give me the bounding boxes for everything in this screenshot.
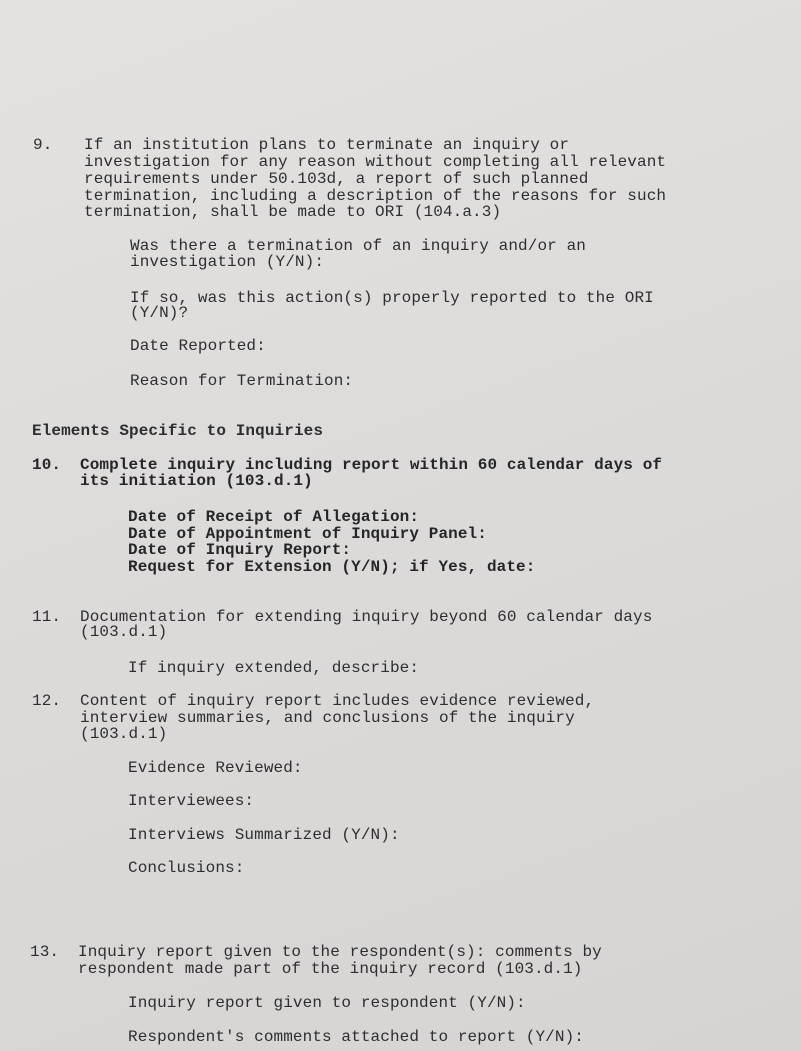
item-11-text-line: (103.d.1) bbox=[80, 623, 168, 641]
item-9-number: 9. bbox=[33, 136, 53, 154]
receipt-date-label: Date of Receipt of Allegation: bbox=[128, 508, 420, 526]
evidence-reviewed-label: Evidence Reviewed: bbox=[128, 759, 303, 777]
comments-attached-label: Respondent's comments attached to report (Y/N): bbox=[128, 1028, 584, 1046]
item-13-number: 13. bbox=[30, 943, 60, 961]
item-9-text-line: termination, shall be made to ORI (104.a.3) bbox=[84, 203, 502, 221]
termination-question: investigation (Y/N): bbox=[130, 253, 325, 271]
extension-description-label: If inquiry extended, describe: bbox=[128, 659, 420, 677]
termination-question: Was there a termination of an inquiry and/or an bbox=[130, 237, 586, 255]
termination-reason-label: Reason for Termination: bbox=[130, 372, 354, 390]
reported-to-ori-question: If so, was this action(s) properly reported to the ORI bbox=[130, 289, 654, 307]
item-11-number: 11. bbox=[32, 608, 62, 626]
report-date-label: Date of Inquiry Report: bbox=[128, 541, 352, 559]
item-9-text-line: requirements under 50.103d, a report of such planned bbox=[84, 170, 589, 188]
item-12-text-line: (103.d.1) bbox=[80, 725, 168, 743]
item-9-text-line: termination, including a description of the reasons for such bbox=[84, 187, 667, 205]
interviews-summarized-label: Interviews Summarized (Y/N): bbox=[128, 826, 400, 844]
appointment-date-label: Date of Appointment of Inquiry Panel: bbox=[128, 525, 487, 543]
item-10-text-line: its initiation (103.d.1) bbox=[80, 472, 313, 490]
item-13-text-line: respondent made part of the inquiry record (103.d.1) bbox=[78, 960, 583, 978]
item-12-text-line: Content of inquiry report includes evidence reviewed, bbox=[80, 692, 595, 710]
extension-request-label: Request for Extension (Y/N); if Yes, date: bbox=[128, 558, 536, 576]
conclusions-label: Conclusions: bbox=[128, 859, 245, 877]
item-10-text-line: Complete inquiry including report within 60 calendar days of bbox=[80, 456, 663, 474]
item-12-number: 12. bbox=[32, 692, 62, 710]
item-13-text-line: Inquiry report given to the respondent(s): comments by bbox=[78, 943, 602, 961]
item-11-text-line: Documentation for extending inquiry beyond 60 calendar days bbox=[80, 608, 653, 626]
item-10-number: 10. bbox=[32, 456, 62, 474]
date-reported-label: Date Reported: bbox=[130, 337, 266, 355]
item-12-text-line: interview summaries, and conclusions of the inquiry bbox=[80, 709, 575, 727]
reported-to-ori-question: (Y/N)? bbox=[130, 304, 189, 322]
item-9-text-line: If an institution plans to terminate an inquiry or bbox=[84, 136, 570, 154]
item-9-text-line: investigation for any reason without completing all relevant bbox=[84, 153, 667, 171]
section-heading: Elements Specific to Inquiries bbox=[32, 422, 324, 440]
report-given-label: Inquiry report given to respondent (Y/N): bbox=[128, 994, 526, 1012]
interviewees-label: Interviewees: bbox=[128, 792, 255, 810]
